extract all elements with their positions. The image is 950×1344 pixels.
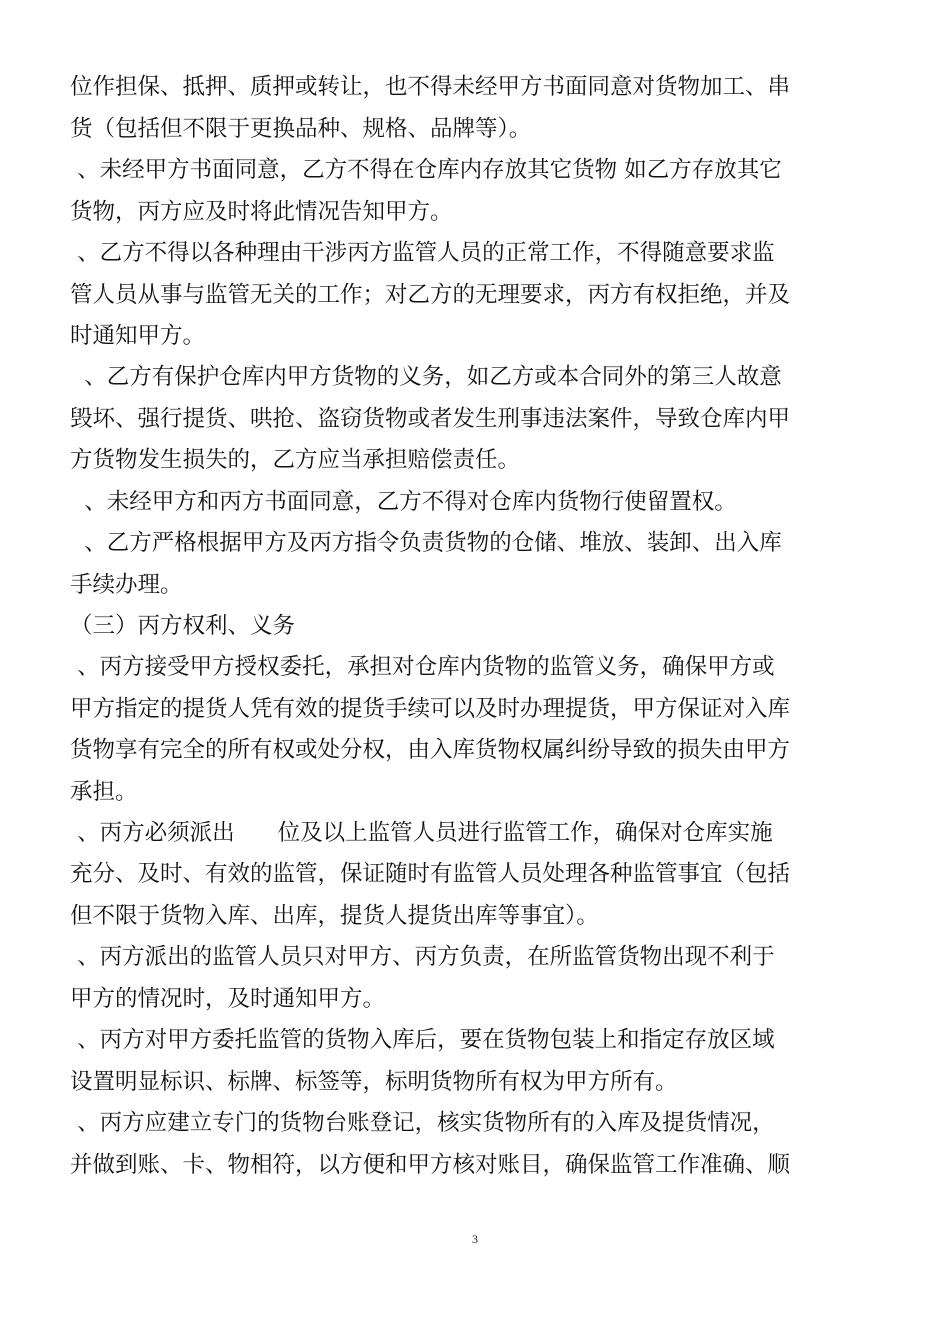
- text-line: 、丙方接受甲方授权委托，承担对仓库内货物的监管义务，确保甲方或: [70, 654, 775, 680]
- text-line: 充分、及时、有效的监管，保证随时有监管人员处理各种监管事宜（包括: [70, 861, 791, 887]
- text-line: 毁坏、强行提货、哄抢、盗窃货物或者发生刑事违法案件，导致仓库内甲: [70, 406, 791, 432]
- text-line: 方货物发生损失的，乙方应当承担赔偿责任。: [70, 447, 521, 473]
- page-number: 3: [472, 1232, 478, 1246]
- text-line: 、丙方应建立专门的货物台账登记，核实货物所有的入库及提货情况，: [70, 1110, 775, 1136]
- text-line: 、丙方必须派出 位及以上监管人员进行监管工作，确保对仓库实施: [70, 820, 773, 846]
- text-line: 货（包括但不限于更换品种、规格、品牌等）。: [70, 116, 532, 142]
- text-line: 、未经甲方和丙方书面同意，乙方不得对仓库内货物行使留置权。: [70, 489, 737, 515]
- text-line: 位作担保、抵押、质押或转让，也不得未经甲方书面同意对货物加工、串: [70, 74, 791, 100]
- text-line: 甲方的情况时，及时通知甲方。: [70, 986, 386, 1012]
- text-line: 、乙方不得以各种理由干涉丙方监管人员的正常工作，不得随意要求监: [70, 240, 775, 266]
- text-line: 甲方指定的提货人凭有效的提货手续可以及时办理提货，甲方保证对入库: [70, 696, 791, 722]
- text-line: 设置明显标识、标牌、标签等，标明货物所有权为甲方所有。: [70, 1069, 678, 1095]
- text-line: 货物，丙方应及时将此情况告知甲方。: [70, 199, 453, 225]
- text-line: 、乙方严格根据甲方及丙方指令负责货物的仓储、堆放、装卸、出入库: [70, 530, 782, 556]
- text-line: 管人员从事与监管无关的工作；对乙方的无理要求，丙方有权拒绝，并及: [70, 282, 791, 308]
- text-line: 、丙方派出的监管人员只对甲方、丙方负责，在所监管货物出现不利于: [70, 944, 775, 970]
- text-line: 手续办理。: [70, 572, 183, 598]
- text-line: 、丙方对甲方委托监管的货物入库后，要在货物包装上和指定存放区域: [70, 1027, 775, 1053]
- text-line: 货物享有完全的所有权或处分权，由入库货物权属纠纷导致的损失由甲方: [70, 737, 791, 763]
- text-line: 、乙方有保护仓库内甲方货物的义务，如乙方或本合同外的第三人故意: [70, 364, 782, 390]
- text-line: 但不限于货物入库、出库，提货人提货出库等事宜）。: [70, 903, 599, 929]
- text-line: 时通知甲方。: [70, 323, 206, 349]
- section-heading: （三）丙方权利、义务: [70, 613, 296, 639]
- text-line: 承担。: [70, 779, 138, 805]
- text-line: 并做到账、卡、物相符，以方便和甲方核对账目，确保监管工作准确、顺: [70, 1152, 791, 1178]
- text-line: 、未经甲方书面同意，乙方不得在仓库内存放其它货物 如乙方存放其它: [70, 157, 782, 183]
